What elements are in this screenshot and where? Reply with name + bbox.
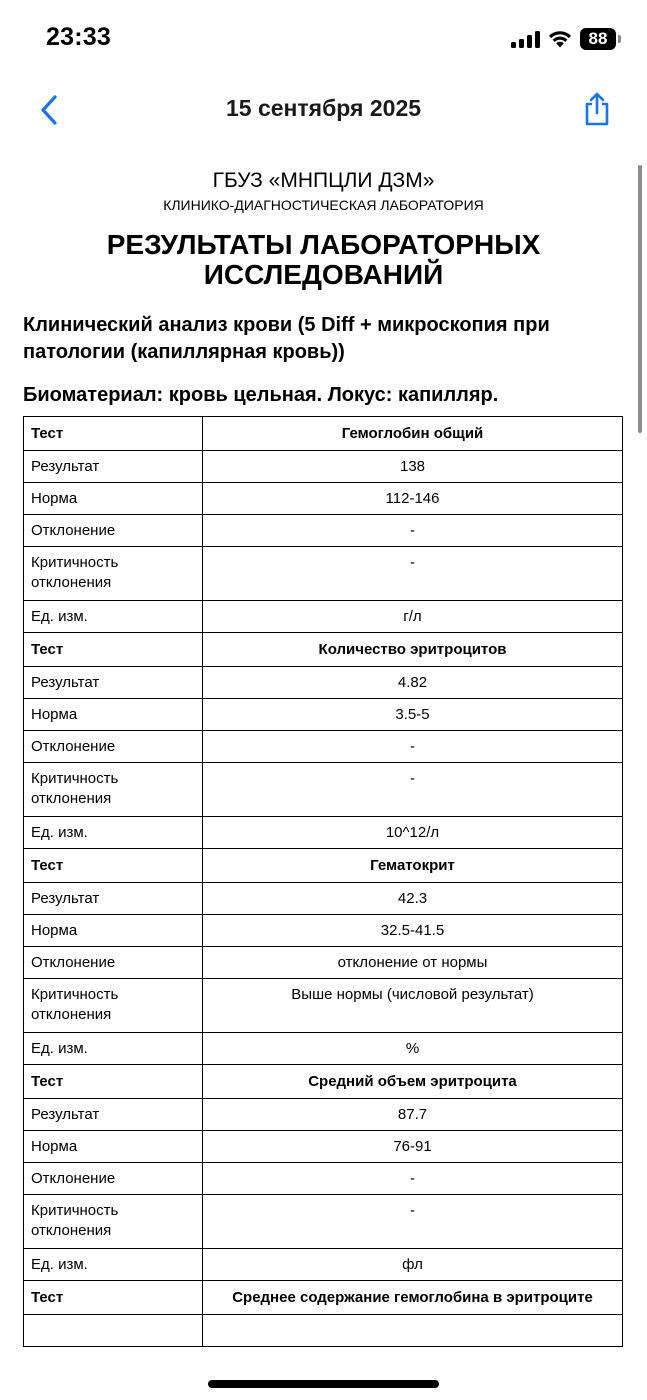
test-name: Средний объем эритроцита	[203, 1065, 623, 1099]
table-row	[24, 1131, 623, 1163]
deviation-value: -	[203, 1163, 623, 1195]
deviation-label: Отклонение	[24, 515, 203, 547]
table-row	[24, 601, 623, 633]
battery-icon	[580, 28, 621, 50]
criticality-value: Выше нормы (числовой результат)	[203, 979, 623, 1033]
table-row	[24, 667, 623, 699]
status-icons	[511, 26, 621, 52]
test-label: Тест	[24, 1065, 203, 1099]
table-row	[24, 1195, 623, 1249]
deviation-label: Отклонение	[24, 1163, 203, 1195]
wifi-icon	[548, 30, 572, 48]
criticality-label: Критичность отклонения	[24, 979, 203, 1033]
cellular-signal-icon	[511, 30, 540, 48]
test-header-row	[24, 1281, 623, 1315]
result-label: Результат	[24, 1099, 203, 1131]
table-row	[24, 883, 623, 915]
test-label: Тест	[24, 1281, 203, 1315]
status-bar	[0, 0, 647, 78]
share-icon	[582, 91, 612, 127]
result-value: 42.3	[203, 883, 623, 915]
battery-level: 88	[580, 28, 616, 50]
unit-value: %	[203, 1033, 623, 1065]
norm-value: 32.5-41.5	[203, 915, 623, 947]
scrollbar[interactable]	[638, 165, 642, 433]
unit-label: Ед. изм.	[24, 601, 203, 633]
document-title: РЕЗУЛЬТАТЫ ЛАБОРАТОРНЫХ ИССЛЕДОВАНИЙ	[106, 229, 541, 290]
deviation-label: Отклонение	[24, 947, 203, 979]
table-row	[24, 1033, 623, 1065]
criticality-label: Критичность отклонения	[24, 763, 203, 817]
table-row	[24, 1163, 623, 1195]
unit-label: Ед. изм.	[24, 817, 203, 849]
test-header-row	[24, 1065, 623, 1099]
deviation-value: -	[203, 515, 623, 547]
norm-value: 76-91	[203, 1131, 623, 1163]
result-label: Результат	[24, 883, 203, 915]
test-name: Количество эритроцитов	[203, 633, 623, 667]
unit-label: Ед. изм.	[24, 1249, 203, 1281]
result-label: Результат	[24, 451, 203, 483]
table-row	[24, 1315, 623, 1347]
deviation-value: -	[203, 731, 623, 763]
table-row	[24, 763, 623, 817]
table-row	[24, 483, 623, 515]
result-label: Результат	[24, 667, 203, 699]
biomaterial: Биоматериал: кровь цельная. Локус: капилляр.	[23, 384, 499, 406]
test-header-row	[24, 417, 623, 451]
unit-value: фл	[203, 1249, 623, 1281]
norm-label: Норма	[24, 1131, 203, 1163]
nav-header	[0, 78, 647, 142]
criticality-label: Критичность отклонения	[24, 1195, 203, 1249]
norm-label: Норма	[24, 915, 203, 947]
page-title: 15 сентября 2025	[225, 95, 422, 121]
result-value: 87.7	[203, 1099, 623, 1131]
result-value: 4.82	[203, 667, 623, 699]
test-name: Гемоглобин общий	[203, 417, 623, 451]
status-time: 23:33	[46, 23, 111, 51]
share-button[interactable]	[579, 88, 615, 130]
org-name: ГБУЗ «МНПЦЛИ ДЗМ»	[212, 169, 435, 192]
table-row	[24, 1099, 623, 1131]
org-subtitle: КЛИНИКО-ДИАГНОСТИЧЕСКАЯ ЛАБОРАТОРИЯ	[163, 197, 484, 213]
results-table	[23, 416, 623, 1347]
analysis-name: Клинический анализ крови (5 Diff + микроскопия при патологии (капиллярная кровь))	[23, 314, 550, 363]
unit-value: 10^12/л	[203, 817, 623, 849]
table-row	[24, 699, 623, 731]
table-row	[24, 817, 623, 849]
norm-value: 112-146	[203, 483, 623, 515]
result-value: 138	[203, 451, 623, 483]
table-row	[24, 515, 623, 547]
test-label: Тест	[24, 633, 203, 667]
result-value	[203, 1315, 623, 1347]
document-view[interactable]	[0, 142, 647, 1347]
test-label: Тест	[24, 417, 203, 451]
unit-value: г/л	[203, 601, 623, 633]
norm-value: 3.5-5	[203, 699, 623, 731]
table-row	[24, 947, 623, 979]
unit-label: Ед. изм.	[24, 1033, 203, 1065]
table-row	[24, 915, 623, 947]
criticality-value: -	[203, 1195, 623, 1249]
test-name: Среднее содержание гемоглобина в эритроците	[203, 1281, 623, 1315]
norm-label: Норма	[24, 699, 203, 731]
criticality-value: -	[203, 547, 623, 601]
table-row	[24, 1249, 623, 1281]
criticality-value: -	[203, 763, 623, 817]
test-header-row	[24, 849, 623, 883]
deviation-label: Отклонение	[24, 731, 203, 763]
table-row	[24, 451, 623, 483]
table-row	[24, 731, 623, 763]
test-name: Гематокрит	[203, 849, 623, 883]
deviation-value: отклонение от нормы	[203, 947, 623, 979]
norm-label: Норма	[24, 483, 203, 515]
test-label: Тест	[24, 849, 203, 883]
criticality-label: Критичность отклонения	[24, 547, 203, 601]
test-header-row	[24, 633, 623, 667]
home-indicator[interactable]	[208, 1380, 439, 1388]
table-row	[24, 547, 623, 601]
result-label	[24, 1315, 203, 1347]
table-row	[24, 979, 623, 1033]
